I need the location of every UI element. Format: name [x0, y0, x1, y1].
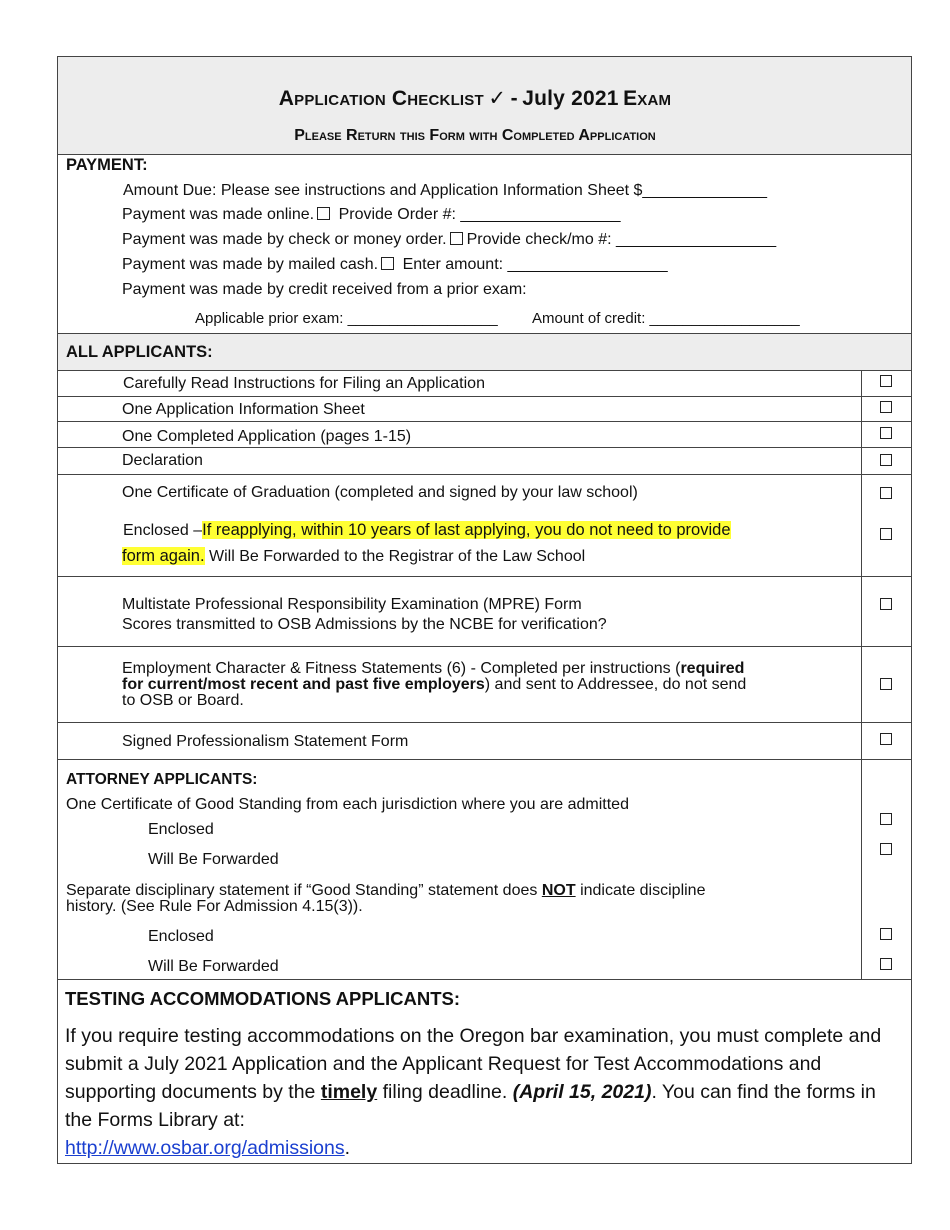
good-standing-text: One Certificate of Good Standing from each jurisdiction where you are admitted: [66, 796, 629, 813]
testing-paragraph: [65, 1022, 895, 1162]
amount-due-line: Amount Due: Please see instructions and Application Information Sheet $______________: [123, 182, 767, 199]
divider: [57, 421, 912, 422]
payment-check-row: [122, 231, 776, 249]
good-standing-enclosed: Enclosed: [148, 821, 214, 838]
checklist-item-declaration: Declaration: [122, 452, 203, 469]
checklist-item-completed-application: One Completed Application (pages 1-15): [122, 428, 412, 445]
check-number-field[interactable]: Provide check/mo #: __________________: [466, 231, 777, 248]
checklist-item-read-instructions: Carefully Read Instructions for Filing an Application: [123, 375, 485, 392]
divider: [57, 447, 912, 448]
payment-online-checkbox[interactable]: [317, 207, 330, 220]
payment-heading: PAYMENT:: [66, 156, 148, 174]
enclosed-line-1: [123, 521, 731, 540]
attorney-applicants-heading: ATTORNEY APPLICANTS:: [66, 771, 258, 788]
testing-text-2: filing deadline.: [382, 1081, 508, 1103]
testing-text-3: . You can find the forms in the Forms Library at:: [65, 1081, 876, 1131]
good-standing-forwarded-checkbox[interactable]: [880, 843, 892, 855]
divider: [57, 759, 912, 760]
payment-cash-label: Payment was made by mailed cash.: [122, 256, 379, 273]
testing-text-4: .: [344, 1137, 351, 1159]
disciplinary-text-2: indicate discipline: [580, 882, 706, 899]
payment-online-row: [122, 206, 621, 224]
page-subtitle: Please Return this Form with Completed Application: [294, 127, 656, 144]
divider: [57, 370, 912, 371]
payment-credit-label: Payment was made by credit received from a prior exam:: [122, 281, 527, 298]
reapply-note-highlight-2: form again.: [122, 547, 205, 565]
employment-text-2: ) and sent to Addressee, do not send: [484, 676, 747, 693]
testing-timely: timely: [320, 1081, 378, 1103]
all-applicants-heading: ALL APPLICANTS:: [66, 343, 213, 361]
info-sheet-checkbox[interactable]: [880, 401, 892, 413]
page-title: [0, 86, 950, 111]
employment-statement: [122, 661, 852, 709]
payment-cash-checkbox[interactable]: [381, 257, 394, 270]
enclosed-prefix: Enclosed –: [123, 522, 203, 539]
reapply-note-highlight-1: If reapplying, within 10 years of last applying, you do not need to provide: [202, 521, 731, 539]
certificate-graduation-checkbox[interactable]: [880, 487, 892, 499]
checklist-item-info-sheet: One Application Information Sheet: [122, 401, 365, 418]
payment-check-label: Payment was made by check or money order.: [122, 231, 447, 248]
divider: [57, 722, 912, 723]
enclosed-line-2: [122, 547, 585, 566]
payment-cash-row: [122, 256, 668, 274]
title-prefix: Application Checklist: [278, 87, 484, 110]
disciplinary-enclosed-checkbox[interactable]: [880, 928, 892, 940]
divider: [57, 646, 912, 647]
mpre-checkbox[interactable]: [880, 598, 892, 610]
divider: [57, 333, 912, 334]
completed-application-checkbox[interactable]: [880, 427, 892, 439]
read-instructions-checkbox[interactable]: [880, 375, 892, 387]
prior-exam-field[interactable]: Applicable prior exam: __________________: [195, 310, 498, 327]
disciplinary-enclosed: Enclosed: [148, 928, 214, 945]
testing-deadline: (April 15, 2021): [512, 1081, 652, 1103]
divider: [57, 979, 912, 980]
disciplinary-not: NOT: [541, 882, 576, 899]
title-dash: -: [510, 87, 518, 110]
divider: [57, 576, 912, 577]
title-suffix: Exam: [623, 87, 672, 110]
check-mark-icon: ✓: [488, 87, 507, 110]
cash-amount-field[interactable]: Enter amount: __________________: [402, 256, 668, 273]
employment-checkbox[interactable]: [880, 678, 892, 690]
disciplinary-text-3: history. (See Rule For Admission 4.15(3)).: [66, 898, 363, 915]
good-standing-forwarded: Will Be Forwarded: [148, 851, 279, 868]
declaration-checkbox[interactable]: [880, 454, 892, 466]
disciplinary-text-1: Separate disciplinary statement if “Good Standing” statement does: [66, 882, 538, 899]
title-main: July 2021: [522, 87, 619, 110]
good-standing-enclosed-checkbox[interactable]: [880, 813, 892, 825]
checklist-item-professionalism: Signed Professionalism Statement Form: [122, 733, 409, 750]
disciplinary-forwarded: Will Be Forwarded: [148, 958, 279, 975]
employment-bold-2: for current/most recent and past five employers: [122, 676, 485, 693]
employment-text-1: Employment Character & Fitness Statements (6) - Completed per instructions (: [122, 660, 681, 677]
payment-check-checkbox[interactable]: [450, 232, 463, 245]
divider: [57, 396, 912, 397]
enclosed-graduation-checkbox[interactable]: [880, 528, 892, 540]
disciplinary-statement: [66, 883, 846, 915]
professionalism-checkbox[interactable]: [880, 733, 892, 745]
mpre-line-2: Scores transmitted to OSB Admissions by the NCBE for verification?: [122, 616, 607, 633]
payment-online-label: Payment was made online.: [122, 206, 315, 223]
enclosed-suffix: Will Be Forwarded to the Registrar of the Law School: [209, 548, 586, 565]
admissions-link[interactable]: http://www.osbar.org/admissions: [65, 1137, 345, 1159]
disciplinary-forwarded-checkbox[interactable]: [880, 958, 892, 970]
checkbox-column-divider: [861, 370, 862, 979]
employment-text-3: to OSB or Board.: [122, 692, 244, 709]
checklist-item-certificate-graduation: One Certificate of Graduation (completed and signed by your law school): [122, 484, 638, 501]
order-number-field[interactable]: Provide Order #: __________________: [338, 206, 621, 223]
testing-heading: TESTING ACCOMMODATIONS APPLICANTS:: [65, 988, 460, 1009]
employment-bold-1: required: [680, 660, 745, 677]
credit-amount-field[interactable]: Amount of credit: __________________: [532, 310, 800, 327]
divider: [57, 474, 912, 475]
divider: [57, 154, 912, 155]
testing-text-1: If you require testing accommodations on the Oregon bar examination, you must complete and submit a July 2021 Application and the Applicant Request for Test Accommodations and supporting documents by the: [65, 1025, 882, 1103]
mpre-line-1: Multistate Professional Responsibility Examination (MPRE) Form: [122, 596, 582, 613]
